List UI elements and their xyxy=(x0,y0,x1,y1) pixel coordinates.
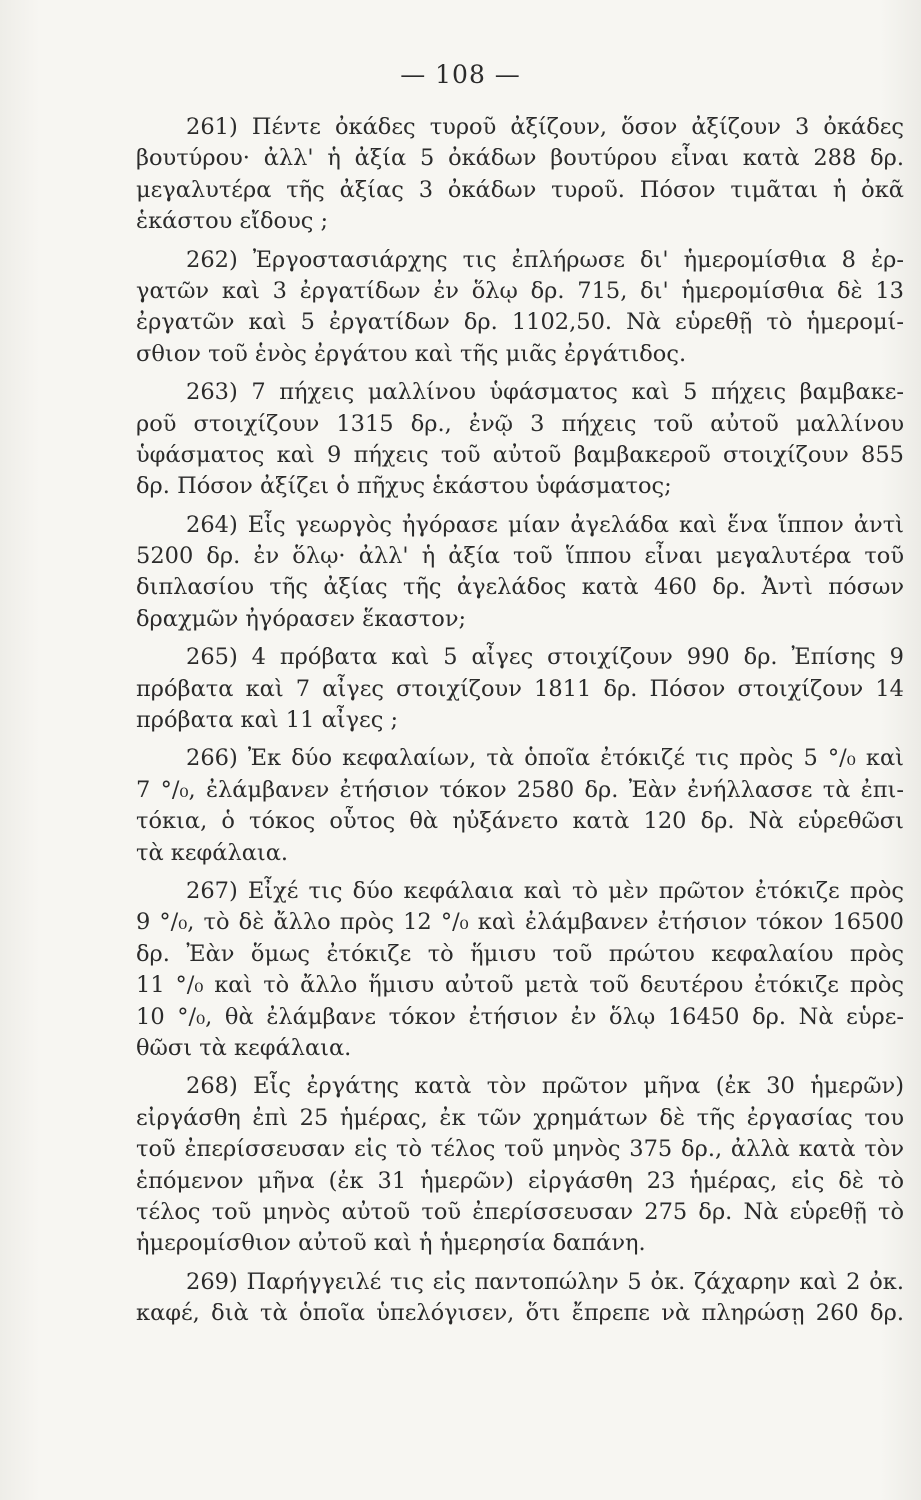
text-line: 5200 δρ. ἐν ὅλῳ· ἀλλ' ἡ ἀξία τοῦ ἵππου εἶναι μεγαλυτέρα τοῦ xyxy=(136,543,904,570)
text-line: ὑφάσματος καὶ 9 πήχεις τοῦ αὐτοῦ βαμβακεροῦ στοιχίζουν 855 xyxy=(136,441,904,468)
problem-paragraph xyxy=(136,743,904,869)
page-number: — 108 — xyxy=(400,60,521,89)
text-line: 268) Εἷς ἐργάτης κατὰ τὸν πρῶτον μῆνα (ἐκ 30 ἡμερῶν) xyxy=(186,1073,904,1100)
text-line: βουτύρου· ἀλλ' ἡ ἀξία 5 ὀκάδων βουτύρου εἶναι κατὰ 288 δρ. xyxy=(136,145,904,172)
text-line: γατῶν καὶ 3 ἐργατίδων ἐν ὅλῳ δρ. 715, δι' ἡμερομίσθια δὲ 13 xyxy=(136,277,904,304)
text-line: ἑπόμενον μῆνα (ἐκ 31 ἡμερῶν) εἰργάσθη 23 ἡμέρας, εἰς δὲ τὸ xyxy=(136,1167,904,1194)
text-line: δραχμῶν ἠγόρασεν ἕκαστον; xyxy=(136,605,467,632)
text-line: δρ. Ἐὰν ὅμως ἐτόκιζε τὸ ἥμισυ τοῦ πρώτου κεφαλαίου πρὸς xyxy=(136,940,904,967)
text-line: 267) Εἶχέ τις δύο κεφάλαια καὶ τὸ μὲν πρῶτον ἐτόκιζε πρὸς xyxy=(186,877,904,904)
text-line: δρ. Πόσον ἀξίζει ὁ πῆχυς ἑκάστου ὑφάσματος; xyxy=(136,473,672,500)
text-line: πρόβατα καὶ 7 αἶγες στοιχίζουν 1811 δρ. Πόσον στοιχίζουν 14 xyxy=(136,675,904,702)
problem-paragraph xyxy=(136,1267,904,1330)
problem-paragraph xyxy=(136,510,904,636)
text-line: διπλασίου τῆς ἀξίας τῆς ἀγελάδος κατὰ 460 δρ. Ἀντὶ πόσων xyxy=(136,574,904,601)
text-line: ἡμερομίσθιον αὐτοῦ καὶ ἡ ἡμερησία δαπάνη. xyxy=(136,1230,646,1257)
problem-paragraph xyxy=(136,245,904,371)
text-line: θῶσι τὰ κεφάλαια. xyxy=(136,1034,352,1061)
body-text xyxy=(136,112,904,1336)
text-line: ἐργατῶν καὶ 5 ἐργατίδων δρ. 1102,50. Νὰ εὑρεθῇ τὸ ἡμερομί- xyxy=(136,309,904,336)
text-line: εἰργάσθη ἐπὶ 25 ἡμέρας, ἐκ τῶν χρημάτων δὲ τῆς ἐργασίας του xyxy=(136,1104,904,1131)
text-line: ἑκάστου εἴδους ; xyxy=(136,208,329,235)
problem-paragraph xyxy=(136,876,904,1064)
text-line: 10 °/₀, θὰ ἐλάμβανε τόκον ἐτήσιον ἐν ὅλῳ 16450 δρ. Νὰ εὑρε- xyxy=(136,1003,904,1030)
text-line: 261) Πέντε ὀκάδες τυροῦ ἀξίζουν, ὅσον ἀξίζουν 3 ὀκάδες xyxy=(186,114,904,140)
text-line: 266) Ἐκ δύο κεφαλαίων, τὰ ὁποῖα ἐτόκιζέ τις πρὸς 5 °/₀ καὶ xyxy=(186,745,904,772)
problem-paragraph xyxy=(136,112,904,238)
text-line: καφέ, διὰ τὰ ὁποῖα ὑπελόγισεν, ὅτι ἔπρεπε νὰ πληρώσῃ 260 δρ. xyxy=(136,1300,904,1327)
text-line: 265) 4 πρόβατα καὶ 5 αἶγες στοιχίζουν 990 δρ. Ἐπίσης 9 xyxy=(186,644,904,671)
text-line: τὰ κεφάλαια. xyxy=(136,839,289,866)
text-line: 11 °/₀ καὶ τὸ ἄλλο ἥμισυ αὐτοῦ μετὰ τοῦ δευτέρου ἐτόκιζε πρὸς xyxy=(136,972,904,999)
text-line: 263) 7 πήχεις μαλλίνου ὑφάσματος καὶ 5 πήχεις βαμβακε- xyxy=(186,379,904,406)
text-line: ροῦ στοιχίζουν 1315 δρ., ἐνῷ 3 πήχεις τοῦ αὐτοῦ μαλλίνου xyxy=(136,410,904,437)
text-line: 264) Εἷς γεωργὸς ἠγόρασε μίαν ἀγελάδα καὶ ἕνα ἵππον ἀντὶ xyxy=(186,511,904,538)
text-line: 269) Παρήγγειλέ τις εἰς παντοπώλην 5 ὀκ. ζάχαρην καὶ 2 ὀκ. xyxy=(186,1268,904,1295)
text-line: τέλος τοῦ μηνὸς αὐτοῦ τοῦ ἐπερίσσευσαν 275 δρ. Νὰ εὑρεθῇ τὸ xyxy=(136,1198,904,1225)
text-line: σθιον τοῦ ἑνὸς ἐργάτου καὶ τῆς μιᾶς ἐργάτιδος. xyxy=(136,340,687,367)
text-line: τοῦ ἐπερίσσευσαν εἰς τὸ τέλος τοῦ μηνὸς 375 δρ., ἀλλὰ κατὰ τὸν xyxy=(136,1136,904,1163)
text-line: 262) Ἐργοστασιάρχης τις ἐπλήρωσε δι' ἡμερομίσθια 8 ἐρ- xyxy=(186,246,904,273)
problem-paragraph xyxy=(136,377,904,503)
text-line: 9 °/₀, τὸ δὲ ἄλλο πρὸς 12 °/₀ καὶ ἐλάμβανεν ἐτήσιον τόκον 16500 xyxy=(136,909,904,936)
text-line: μεγαλυτέρα τῆς ἀξίας 3 ὀκάδων τυροῦ. Πόσον τιμᾶται ἡ ὀκᾶ xyxy=(136,176,904,203)
problem-paragraph xyxy=(136,642,904,736)
problem-paragraph xyxy=(136,1071,904,1259)
text-line: 7 °/₀, ἐλάμβανεν ἐτήσιον τόκον 2580 δρ. Ἐὰν ἐνήλλασσε τὰ ἐπι- xyxy=(136,776,904,803)
text-line: τόκια, ὁ τόκος οὗτος θὰ ηὐξάνετο κατὰ 120 δρ. Νὰ εὑρεθῶσι xyxy=(136,808,904,835)
text-line: πρόβατα καὶ 11 αἶγες ; xyxy=(136,707,399,734)
